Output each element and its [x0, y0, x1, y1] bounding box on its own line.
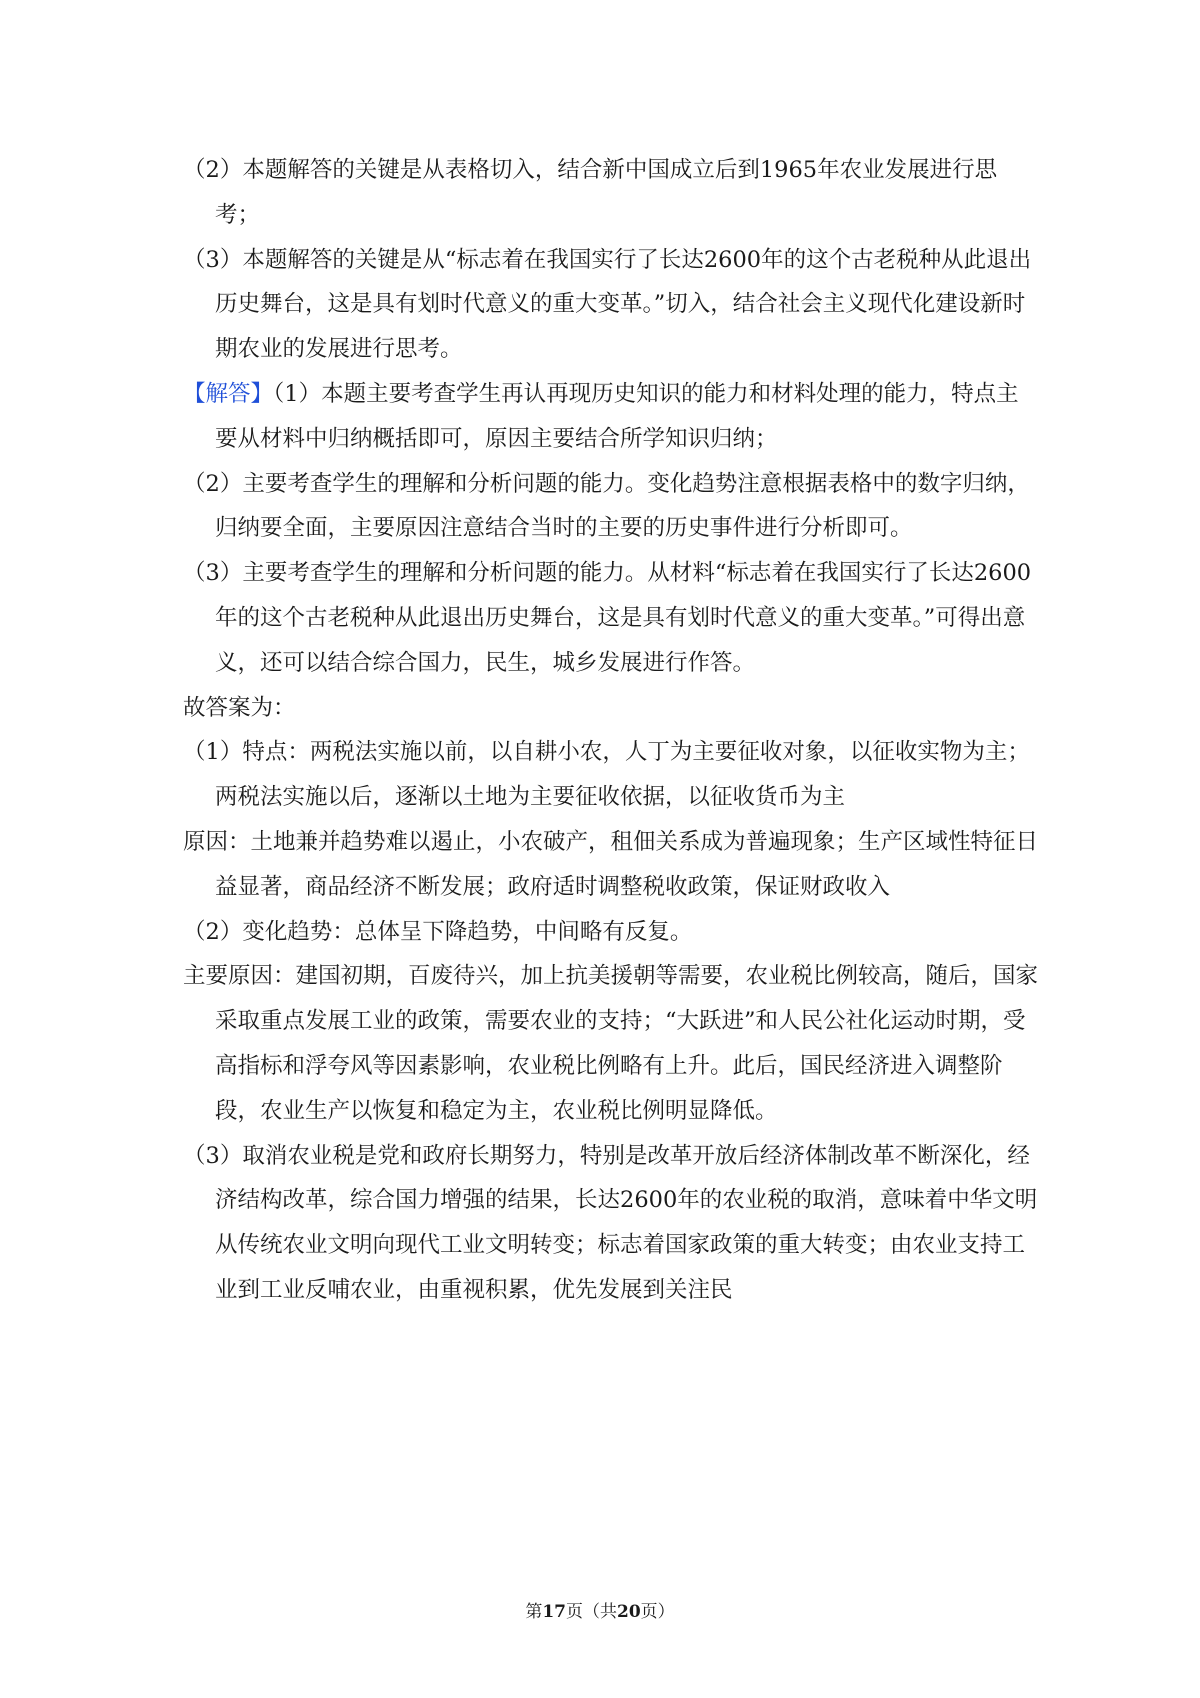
footer-total-pages: 20	[617, 1602, 641, 1622]
answer-item-3: （3）主要考查学生的理解和分析问题的能力。从材料“标志着在我国实行了长达2600年的这个古老税种从此退出历史舞台，这是具有划时代意义的重大变革。”可得出意义，还可以结合综合国力，民生，城乡发展进行作答。	[183, 560, 1032, 676]
final-part2-reasons: 主要原因：建国初期，百废待兴，加上抗美援朝等需要，农业税比例较高，随后，国家采取重点发展工业的政策，需要农业的支持；“大跃进”和人民公社化运动时期，受高指标和浮夸风等因素影响，农业税比例略有上升。此后，国民经济进入调整阶段，农业生产以恢复和稳定为主，农业税比例明显降低。	[183, 963, 1039, 1124]
answer-item-2: （2）主要考查学生的理解和分析问题的能力。变化趋势注意根据表格中的数字归纳，归纳要全面，主要原因注意结合当时的主要的历史事件进行分析即可。	[183, 470, 1030, 542]
final-part1-reasons: 原因：土地兼并趋势难以遏止，小农破产，租佃关系成为普遍现象；生产区域性特征日益显著，商品经济不断发展；政府适时调整税收政策，保证财政收入	[183, 828, 1039, 900]
page-footer	[0, 1600, 1200, 1624]
final-intro: 故答案为：	[183, 694, 296, 721]
final-part2-trend: （2）变化趋势：总体呈下降趋势，中间略有反复。	[183, 918, 693, 945]
answer-item-1-text: （1）本题主要考查学生再认再现历史知识的能力和材料处理的能力，特点主要从材料中归纳概括即可，原因主要结合所学知识归纳；	[215, 380, 1019, 452]
final-part1-features: （1）特点：两税法实施以前，以自耕小农，人丁为主要征收对象，以征收实物为主； 两税法实施以后，逐渐以土地为主要征收依据，以征收货币为主	[183, 739, 1042, 811]
answer-label: 【解答】	[183, 380, 274, 407]
analysis-item-3: （3）本题解答的关键是从“标志着在我国实行了长达2600年的这个古老税种从此退出历史舞台，这是具有划时代意义的重大变革。”切入，结合社会主义现代化建设新时期农业的发展进行思考。	[183, 246, 1032, 363]
answer-item-1	[183, 372, 1038, 462]
footer-prefix: 第	[525, 1602, 543, 1622]
footer-suffix: 页）	[640, 1602, 675, 1622]
analysis-item-2: （2）本题解答的关键是从表格切入，结合新中国成立后到1965年农业发展进行思考；	[183, 157, 998, 228]
footer-middle: 页（共	[566, 1602, 617, 1622]
page-content	[183, 148, 1042, 1313]
footer-page-number: 17	[542, 1602, 566, 1622]
final-part3: （3）取消农业税是党和政府长期努力，特别是改革开放后经济体制改革不断深化，经济结构改革，综合国力增强的结果，长达2600年的农业税的取消，意味着中华文明从传统农业文明向现代工业文明转变；标志着国家政策的重大转变；由农业支持工业到工业反哺农业，由重视积累，优先发展到关注民	[183, 1142, 1038, 1303]
